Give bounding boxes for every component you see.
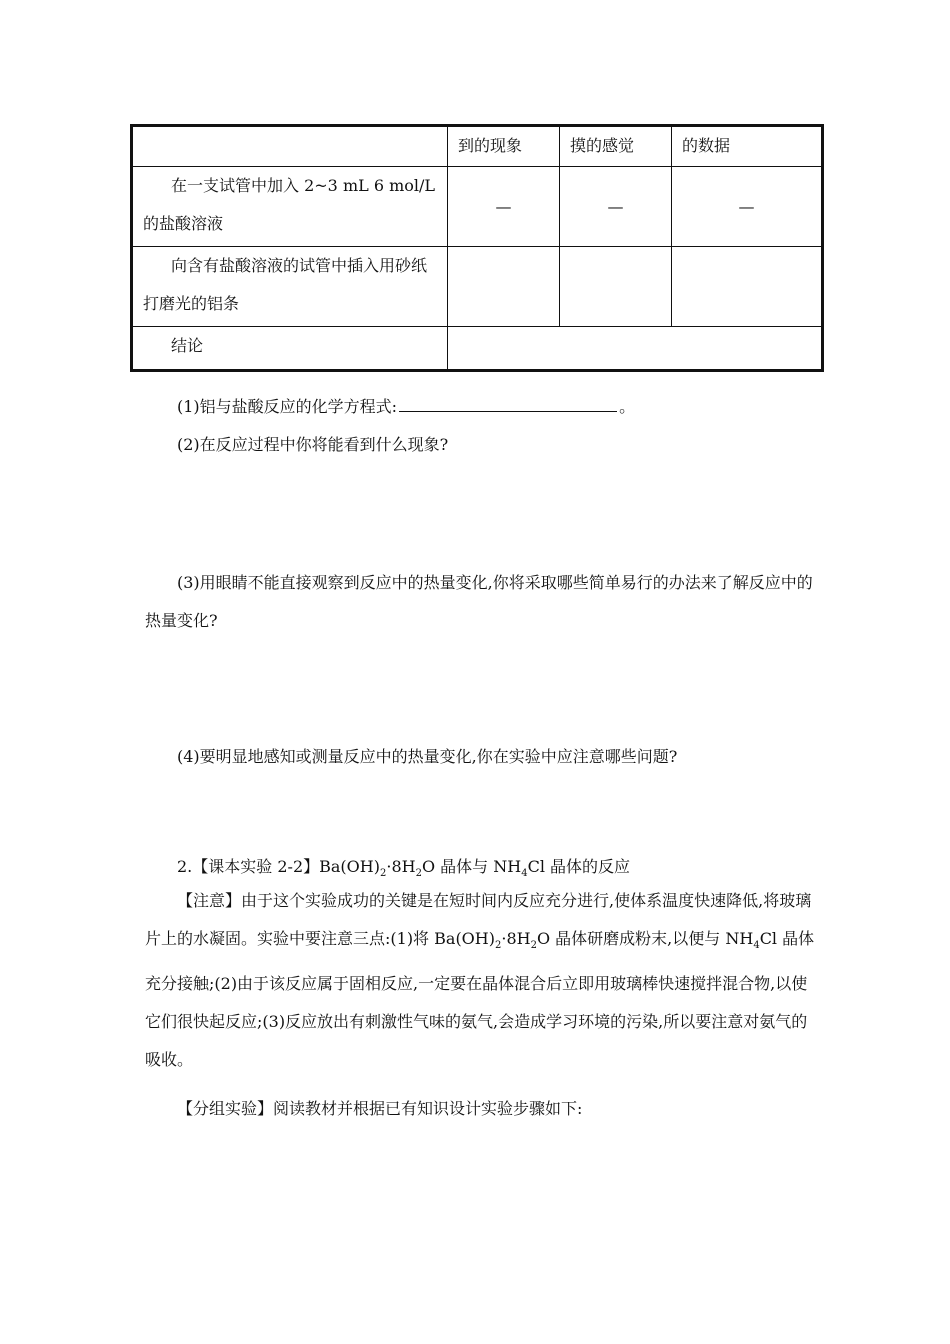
step-cell: [132, 247, 448, 327]
section-number: 2.: [177, 857, 193, 876]
empty-cell[interactable]: [560, 247, 672, 327]
experiment-table: [130, 124, 824, 372]
conclusion-answer-cell[interactable]: [448, 327, 823, 371]
conclusion-label-cell: [132, 327, 448, 371]
dash-cell: —: [448, 167, 560, 247]
group-experiment-paragraph: 【分组实验】阅读教材并根据已有知识设计实验步骤如下:: [177, 1099, 583, 1118]
step-text: 在一支试管中加入 2~3 mL 6 mol/L 的盐酸溶液: [143, 176, 436, 233]
note-label: 【注意】: [177, 891, 242, 910]
table-header-row: [132, 126, 823, 167]
question-1-end: 。: [619, 397, 636, 416]
header-cell-touch: 摸的感觉: [560, 126, 672, 167]
section-2-title: 2.【课本实验 2-2】$Ba(OH)_2\cdot 8H_2O$ 晶体与 $NH_4Cl$ 晶体的反应: [177, 857, 631, 880]
header-cell-observation: 到的现象: [448, 126, 560, 167]
table-row: [132, 247, 823, 327]
question-4: (4)要明显地感知或测量反应中的热量变化,你在实验中应注意哪些问题?: [177, 747, 678, 766]
dash-cell: —: [672, 167, 823, 247]
empty-cell[interactable]: [448, 247, 560, 327]
group-label: 【分组实验】: [177, 1099, 274, 1118]
answer-blank[interactable]: [399, 393, 617, 412]
note-paragraph: 【注意】由于这个实验成功的关键是在短时间内反应充分进行,使体系温度快速降低,将玻璃片上的水凝固。实验中要注意三点:(1)将 $Ba(OH)_2\cdot 8H_2O$ 晶体研磨成粉末,以便与 $NH_4Cl$ 晶体充分接触;(2)由于该反应属于固相反应,一定要在晶体混合后立即用玻璃棒快速搅拌混合物,以使它们很快起反应;(3)反应放出有刺激性气味的氨气,会造成学习环境的污染,所以要注意对氨气的吸收。: [145, 891, 815, 1070]
question-1: [145, 388, 815, 426]
step-cell: [132, 167, 448, 247]
question-2: (2)在反应过程中你将能看到什么现象?: [177, 435, 449, 454]
question-3: (3)用眼睛不能直接观察到反应中的热量变化,你将采取哪些简单易行的办法来了解反应中的热量变化?: [145, 573, 813, 630]
empty-cell[interactable]: [672, 247, 823, 327]
header-cell-step: [132, 126, 448, 167]
dash-cell: —: [560, 167, 672, 247]
table-row: [132, 167, 823, 247]
conclusion-label: 结论: [171, 336, 204, 355]
question-1-text: (1)铝与盐酸反应的化学方程式:: [177, 397, 398, 416]
conclusion-row: [132, 327, 823, 371]
step-text: 向含有盐酸溶液的试管中插入用砂纸打磨光的铝条: [143, 256, 428, 313]
header-cell-data: 的数据: [672, 126, 823, 167]
